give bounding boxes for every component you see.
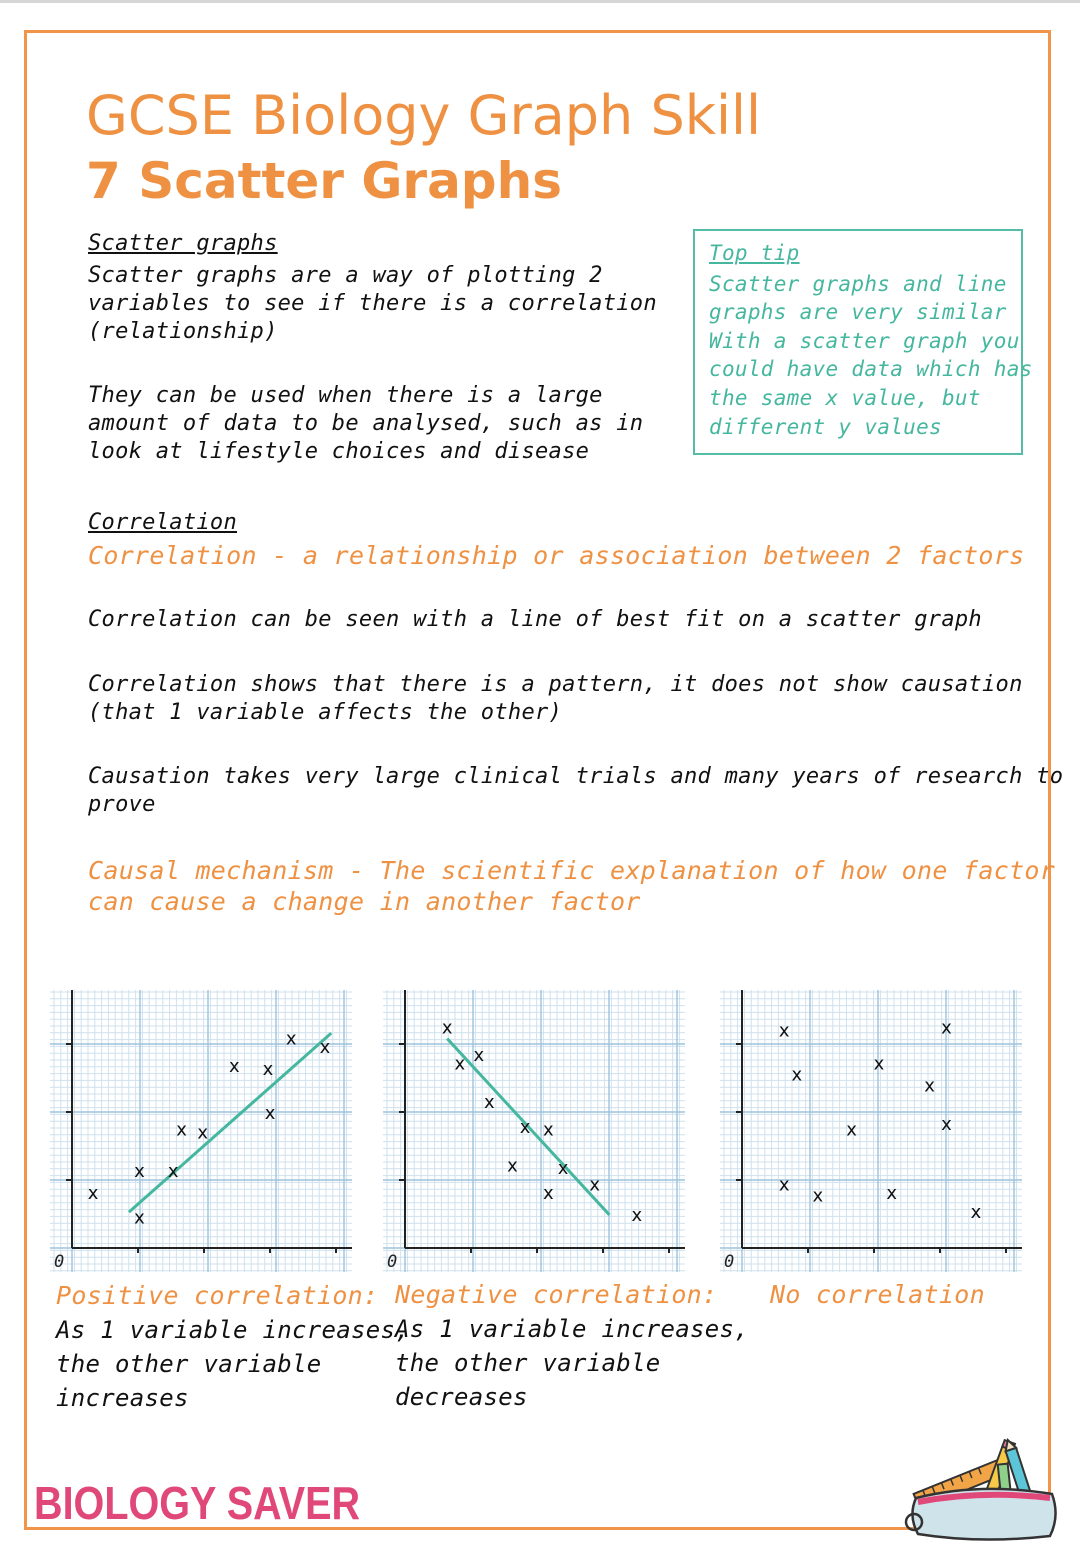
scatter-text-line: Scatter graphs are a way of plotting 2	[88, 263, 603, 288]
correlation-text-line: (that 1 variable affects the other)	[88, 700, 563, 725]
scatter-text-line: They can be used when there is a large	[88, 383, 603, 408]
data-point-x-marker: x	[812, 1185, 824, 1207]
data-point-x-marker: x	[262, 1058, 274, 1080]
top-tip-line: graphs are very similar	[709, 300, 1007, 324]
negative-desc-line: the other variable	[395, 1349, 661, 1377]
top-tip-line: different y values	[709, 415, 942, 439]
scatter-text-line: amount of data to be analysed, such as in	[88, 411, 644, 436]
data-point-x-marker: x	[454, 1053, 466, 1075]
data-point-x-marker: x	[319, 1036, 331, 1058]
top-tip-heading: Top tip	[709, 241, 800, 265]
data-point-x-marker: x	[167, 1160, 179, 1182]
data-point-x-marker: x	[507, 1155, 518, 1177]
data-point-x-marker: x	[473, 1045, 485, 1067]
data-point-x-marker: x	[519, 1116, 531, 1138]
data-point-x-marker: x	[483, 1091, 495, 1113]
negative-correlation-graph	[383, 990, 685, 1272]
scatter-text-line: variables to see if there is a correlation	[88, 291, 657, 316]
data-point-x-marker: x	[542, 1182, 554, 1204]
top-tip-line: Scatter graphs and line	[709, 272, 1007, 296]
data-point-x-marker: x	[941, 1114, 952, 1135]
negative-correlation-label: Negative correlation:	[395, 1280, 718, 1309]
negative-desc-line: decreases	[395, 1383, 528, 1411]
grid	[720, 990, 1022, 1272]
causal-mechanism-line: can cause a change in another factor	[88, 887, 641, 916]
origin-label: 0	[387, 1252, 398, 1272]
pencil-case-icon	[900, 1436, 1062, 1544]
data-point-x-marker: x	[778, 1174, 790, 1196]
scatter-text-line: look at lifestyle choices and disease	[88, 439, 590, 464]
positive-desc-line: increases	[56, 1384, 189, 1412]
top-tip-line: With a scatter graph you	[709, 329, 1020, 353]
positive-desc-line: As 1 variable increases,	[56, 1316, 410, 1344]
data-point-x-marker: x	[970, 1202, 982, 1224]
data-point-x-marker: x	[176, 1119, 187, 1141]
data-point-x-marker: x	[264, 1102, 276, 1124]
positive-desc-line: the other variable	[56, 1350, 322, 1378]
causal-mechanism-line: Causal mechanism - The scientific explanation of how one factor	[88, 856, 1056, 885]
data-point-x-marker: x	[778, 1020, 790, 1042]
data-point-x-marker: x	[542, 1119, 554, 1141]
data-point-x-marker: x	[886, 1182, 897, 1204]
page-title: GCSE Biology Graph Skill	[86, 84, 761, 147]
page-subtitle: 7 Scatter Graphs	[86, 152, 562, 210]
top-tip-line: could have data which has	[709, 357, 1033, 381]
correlation-heading: Correlation	[88, 510, 237, 535]
correlation-text-line: prove	[88, 792, 156, 817]
biology-saver-logo: BIOLOGY SAVER	[34, 1477, 361, 1529]
data-point-x-marker: x	[941, 1017, 952, 1039]
data-point-x-marker: x	[631, 1204, 643, 1226]
data-point-x-marker: x	[873, 1053, 885, 1075]
data-point-x-marker: x	[285, 1028, 297, 1050]
data-point-x-marker: x	[441, 1017, 453, 1039]
no-correlation-graph	[720, 990, 1022, 1272]
correlation-text-line: Causation takes very large clinical trials and many years of research to	[88, 764, 1064, 789]
data-point-x-marker: x	[589, 1174, 601, 1196]
scatter-text-line: (relationship)	[88, 319, 278, 344]
correlation-definition: Correlation - a relationship or association between 2 factors	[88, 541, 1025, 570]
correlation-text-line: Correlation can be seen with a line of best fit on a scatter graph	[88, 607, 982, 632]
correlation-text-line: Correlation shows that there is a pattern, it does not show causation	[88, 672, 1023, 697]
positive-correlation-graph	[50, 990, 352, 1272]
data-point-x-marker: x	[924, 1075, 935, 1097]
scatter-heading: Scatter graphs	[88, 231, 278, 256]
origin-label: 0	[724, 1252, 735, 1272]
data-point-x-marker: x	[87, 1182, 99, 1204]
top-rule	[0, 0, 1080, 3]
no-correlation-label: No correlation	[770, 1280, 985, 1309]
negative-desc-line: As 1 variable increases,	[395, 1315, 749, 1343]
data-point-x-marker: x	[791, 1064, 803, 1086]
positive-correlation-label: Positive correlation:	[56, 1281, 379, 1310]
data-point-x-marker: x	[197, 1122, 209, 1144]
data-point-x-marker: x	[846, 1119, 857, 1141]
data-point-x-marker: x	[134, 1207, 145, 1229]
data-point-x-marker: x	[557, 1158, 569, 1180]
data-point-x-marker: x	[228, 1056, 240, 1078]
data-point-x-marker: x	[134, 1160, 145, 1182]
top-tip-line: the same x value, but	[709, 386, 981, 410]
origin-label: 0	[54, 1252, 65, 1272]
